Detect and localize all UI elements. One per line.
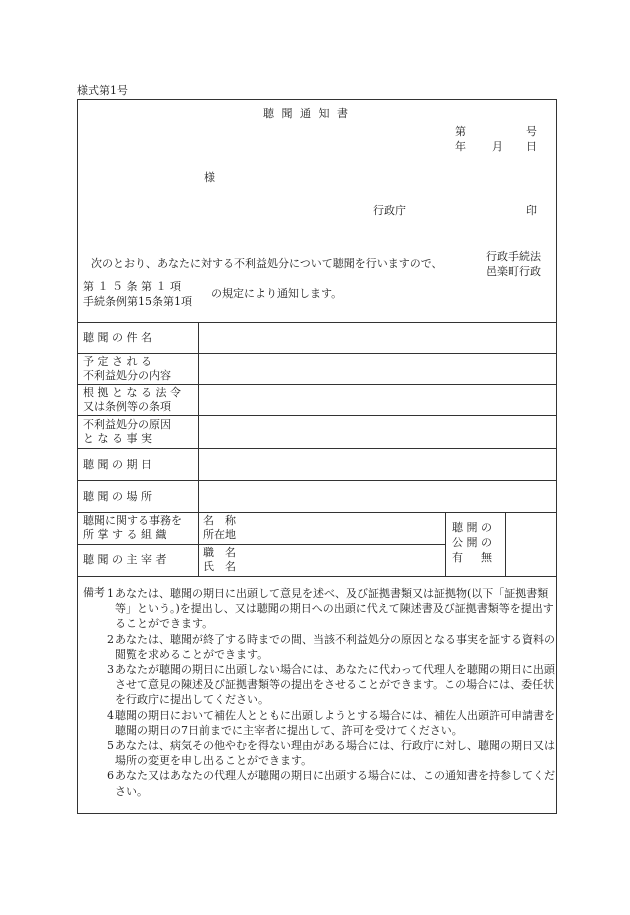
note-number: 1 — [107, 587, 114, 600]
agency-label: 行政庁 — [373, 204, 406, 217]
number-prefix: 第 — [455, 125, 466, 138]
note-item — [85, 708, 555, 738]
legal-basis-label: 根 拠 と な る 法 令 — [83, 386, 181, 399]
date-day: 日 — [526, 140, 537, 153]
note-item — [85, 632, 555, 662]
note-item — [85, 738, 555, 768]
subject-label: 聴 聞 の 件 名 — [83, 331, 152, 344]
divider — [77, 448, 557, 449]
planned-disposition-label: 予 定 さ れ る — [83, 355, 152, 368]
note-text: あなたは、聴聞が終了する時までの間、当該不利益処分の原因となる事実を証する資料の閲覧を求めることができます。 — [115, 632, 555, 661]
intro-line1: 次のとおり、あなたに対する不利益処分について聴聞を行いますので、 — [91, 257, 443, 270]
notes-title: 備考 — [83, 586, 105, 599]
presider-position-label: 職 名 — [203, 546, 236, 559]
form-number: 様式第1号 — [77, 84, 128, 97]
divider — [77, 480, 557, 481]
note-number: 2 — [107, 632, 114, 646]
law-option-d: 手続条例第15条第1項 — [83, 295, 192, 308]
intro-line2: の規定により通知します。 — [211, 287, 343, 300]
law-option-c: 第 １ ５ 条 第 １ 項 — [83, 280, 181, 293]
law-option-a: 行政手続法 — [486, 250, 541, 263]
note-number: 5 — [107, 739, 114, 753]
presider-label: 聴 聞 の 主 宰 者 — [83, 553, 167, 566]
note-item — [85, 768, 555, 798]
law-option-b: 邑楽町行政 — [486, 265, 541, 278]
note-item — [85, 662, 555, 708]
number-suffix: 号 — [526, 125, 537, 138]
note-text: 聴聞の期日において補佐人とともに出頭しようとする場合には、補佐人出頭許可申請書を聴聞の期日の7日前までに主宰者に提出して、許可を受けてください。 — [115, 708, 555, 737]
note-number: 4 — [107, 708, 114, 722]
planned-disposition-label-2: 不利益処分の内容 — [83, 369, 171, 382]
public-label-3: 有 無 — [452, 551, 492, 564]
date-month: 月 — [492, 140, 503, 153]
cause-facts-label: 不利益処分の原因 — [83, 418, 171, 431]
organization-address-label: 所在地 — [203, 528, 236, 541]
hearing-place-label: 聴 聞 の 場 所 — [83, 490, 152, 503]
note-text: あなたは、聴聞の期日に出頭して意見を述べ、及び証拠書類又は証拠物(以下「証拠書類等」という。)を提出し、又は聴聞の期日への出頭に代えて陳述書及び証拠書類等を提出することができます。 — [115, 587, 554, 631]
hearing-date-label: 聴 聞 の 期 日 — [83, 458, 152, 471]
divider — [77, 512, 557, 513]
note-number: 3 — [107, 663, 114, 677]
seal-mark: 印 — [526, 204, 537, 217]
divider — [77, 384, 557, 385]
column-divider — [445, 512, 446, 576]
notes-list — [85, 586, 555, 799]
organization-label: 聴聞に関する事務を — [83, 514, 182, 527]
divider — [77, 353, 557, 354]
organization-name-label: 名 称 — [203, 514, 236, 527]
divider — [77, 544, 445, 545]
date-year: 年 — [455, 140, 466, 153]
note-item — [85, 586, 555, 632]
presider-name-label: 氏 名 — [203, 560, 236, 573]
form-title: 聴 聞 通 知 書 — [263, 107, 350, 120]
column-divider — [198, 322, 199, 576]
note-text: あなたが聴聞の期日に出頭しない場合には、あなたに代わって代理人を聴聞の期日に出頭させて意見の陳述及び証拠書類等の提出をさせることができます。この場合には、委任状を行政庁に提出してください。 — [115, 663, 555, 707]
column-divider — [505, 512, 506, 576]
public-label-1: 聴 開 の — [452, 521, 492, 534]
divider — [77, 576, 557, 577]
divider — [77, 415, 557, 416]
note-number: 6 — [107, 769, 114, 783]
note-text: あなたは、病気その他やむを得ない理由がある場合には、行政庁に対し、聴聞の期日又は場所の変更を申し出ることができます。 — [115, 739, 555, 768]
cause-facts-label-2: と な る 事 実 — [83, 432, 152, 445]
public-label-2: 公 開 の — [452, 536, 492, 549]
organization-label-2: 所 掌 す る 組 織 — [83, 528, 167, 541]
addressee-suffix: 様 — [204, 171, 215, 184]
note-text: あなた又はあなたの代理人が聴聞の期日に出頭する場合には、この通知書を持参してください。 — [115, 769, 555, 798]
legal-basis-label-2: 又は条例等の条項 — [83, 400, 171, 413]
divider — [77, 322, 557, 323]
